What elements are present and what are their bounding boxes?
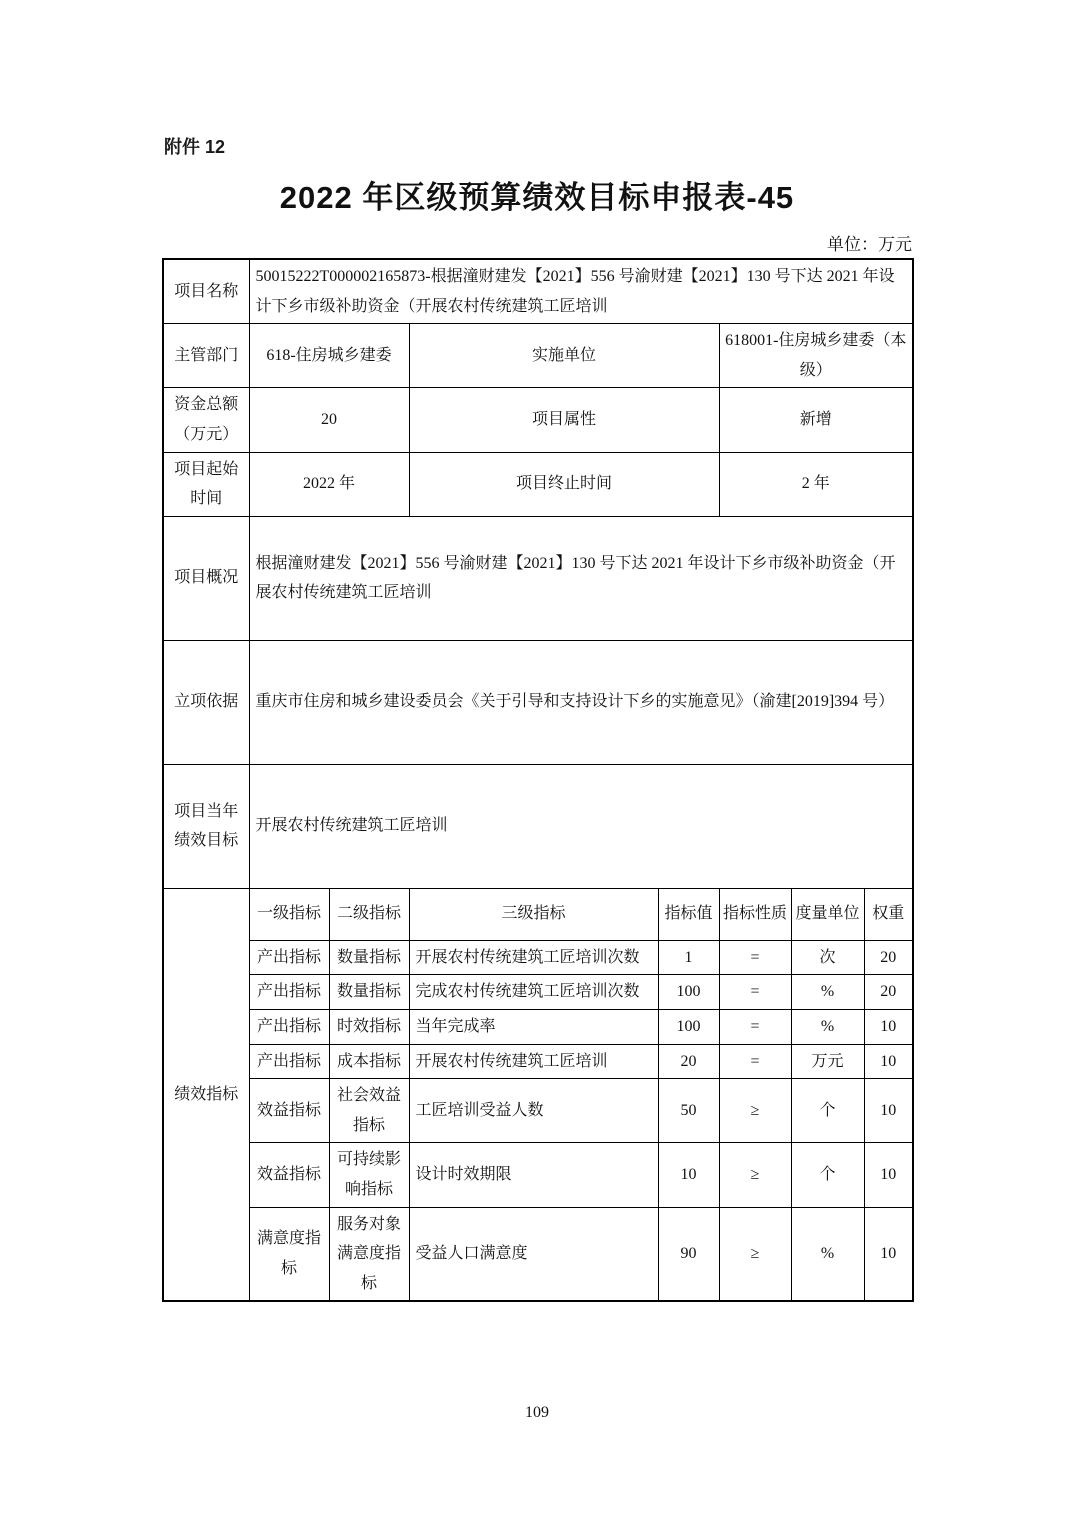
indicator-row xyxy=(163,940,913,975)
indicator-nature: = xyxy=(719,1009,791,1044)
indicator-row xyxy=(163,1143,913,1207)
indicator-unit: 个 xyxy=(791,1079,864,1143)
indicator-row xyxy=(163,1044,913,1079)
project-name-label: 项目名称 xyxy=(163,259,249,324)
indicator-level2: 社会效益指标 xyxy=(329,1079,409,1143)
indicator-weight: 10 xyxy=(864,1207,913,1301)
indicator-unit: 万元 xyxy=(791,1044,864,1079)
amount-value: 20 xyxy=(249,388,409,452)
indicator-weight: 10 xyxy=(864,1143,913,1207)
indicator-value: 100 xyxy=(658,975,719,1010)
indicator-level1: 效益指标 xyxy=(249,1079,329,1143)
start-value: 2022 年 xyxy=(249,452,409,516)
indicator-nature: ≥ xyxy=(719,1079,791,1143)
annual-goal-value: 开展农村传统建筑工匠培训 xyxy=(249,764,913,888)
annual-goal-label: 项目当年绩效目标 xyxy=(163,764,249,888)
indicator-value: 50 xyxy=(658,1079,719,1143)
indicator-unit: % xyxy=(791,975,864,1010)
basis-label: 立项依据 xyxy=(163,640,249,764)
indicator-level3: 受益人口满意度 xyxy=(409,1207,658,1301)
header-level1: 一级指标 xyxy=(249,888,329,940)
start-label: 项目起始时间 xyxy=(163,452,249,516)
attachment-label: 附件 12 xyxy=(164,137,226,157)
end-value: 2 年 xyxy=(719,452,913,516)
indicator-level1: 产出指标 xyxy=(249,940,329,975)
indicator-level2: 可持续影响指标 xyxy=(329,1143,409,1207)
indicator-row xyxy=(163,1009,913,1044)
indicator-level1: 产出指标 xyxy=(249,1009,329,1044)
indicator-level3: 开展农村传统建筑工匠培训次数 xyxy=(409,940,658,975)
overview-label: 项目概况 xyxy=(163,516,249,640)
indicator-value: 100 xyxy=(658,1009,719,1044)
indicator-level1: 产出指标 xyxy=(249,1044,329,1079)
indicator-level2: 成本指标 xyxy=(329,1044,409,1079)
header-unit: 度量单位 xyxy=(791,888,864,940)
indicator-level3: 当年完成率 xyxy=(409,1009,658,1044)
indicator-level2: 时效指标 xyxy=(329,1009,409,1044)
indicator-unit: 个 xyxy=(791,1143,864,1207)
dept-label: 主管部门 xyxy=(163,324,249,388)
indicator-nature: = xyxy=(719,975,791,1010)
dept-value: 618-住房城乡建委 xyxy=(249,324,409,388)
basis-value: 重庆市住房和城乡建设委员会《关于引导和支持设计下乡的实施意见》（渝建[2019]394 号） xyxy=(249,640,913,764)
indicator-value: 90 xyxy=(658,1207,719,1301)
unit-note: 单位：万元 xyxy=(827,235,912,254)
indicator-level1: 产出指标 xyxy=(249,975,329,1010)
attr-value: 新增 xyxy=(719,388,913,452)
indicators-section-label: 绩效指标 xyxy=(163,888,249,1301)
indicator-row xyxy=(163,1079,913,1143)
indicator-unit: % xyxy=(791,1009,864,1044)
indicator-level1: 满意度指标 xyxy=(249,1207,329,1301)
indicator-level2: 服务对象满意度指标 xyxy=(329,1207,409,1301)
indicator-value: 10 xyxy=(658,1143,719,1207)
page-number: 109 xyxy=(525,1404,549,1421)
header-level2: 二级指标 xyxy=(329,888,409,940)
indicator-level2: 数量指标 xyxy=(329,975,409,1010)
end-label: 项目终止时间 xyxy=(409,452,719,516)
indicator-level3: 设计时效期限 xyxy=(409,1143,658,1207)
impl-label: 实施单位 xyxy=(409,324,719,388)
indicator-level3: 完成农村传统建筑工匠培训次数 xyxy=(409,975,658,1010)
indicator-level2: 数量指标 xyxy=(329,940,409,975)
indicator-nature: ≥ xyxy=(719,1207,791,1301)
indicator-unit: 次 xyxy=(791,940,864,975)
budget-performance-table xyxy=(162,258,914,1302)
indicator-weight: 10 xyxy=(864,1009,913,1044)
indicator-weight: 10 xyxy=(864,1044,913,1079)
header-level3: 三级指标 xyxy=(409,888,658,940)
header-target-value: 指标值 xyxy=(658,888,719,940)
indicator-level3: 开展农村传统建筑工匠培训 xyxy=(409,1044,658,1079)
indicator-nature: ≥ xyxy=(719,1143,791,1207)
indicator-nature: = xyxy=(719,940,791,975)
indicator-value: 1 xyxy=(658,940,719,975)
indicator-weight: 20 xyxy=(864,975,913,1010)
indicator-nature: = xyxy=(719,1044,791,1079)
indicator-weight: 20 xyxy=(864,940,913,975)
project-name-value: 50015222T000002165873-根据潼财建发【2021】556 号渝财建【2021】130 号下达 2021 年设计下乡市级补助资金（开展农村传统建筑工匠培训 xyxy=(249,259,913,324)
indicator-unit: % xyxy=(791,1207,864,1301)
amount-label: 资金总额（万元） xyxy=(163,388,249,452)
overview-value: 根据潼财建发【2021】556 号渝财建【2021】130 号下达 2021 年设计下乡市级补助资金（开展农村传统建筑工匠培训 xyxy=(249,516,913,640)
indicator-level1: 效益指标 xyxy=(249,1143,329,1207)
header-weight: 权重 xyxy=(864,888,913,940)
indicator-row xyxy=(163,975,913,1010)
indicator-weight: 10 xyxy=(864,1079,913,1143)
indicator-row xyxy=(163,1207,913,1301)
page-title: 2022 年区级预算绩效目标申报表-45 xyxy=(279,180,795,215)
indicator-value: 20 xyxy=(658,1044,719,1079)
impl-value: 618001-住房城乡建委（本级） xyxy=(719,324,913,388)
indicator-level3: 工匠培训受益人数 xyxy=(409,1079,658,1143)
header-nature: 指标性质 xyxy=(719,888,791,940)
attr-label: 项目属性 xyxy=(409,388,719,452)
